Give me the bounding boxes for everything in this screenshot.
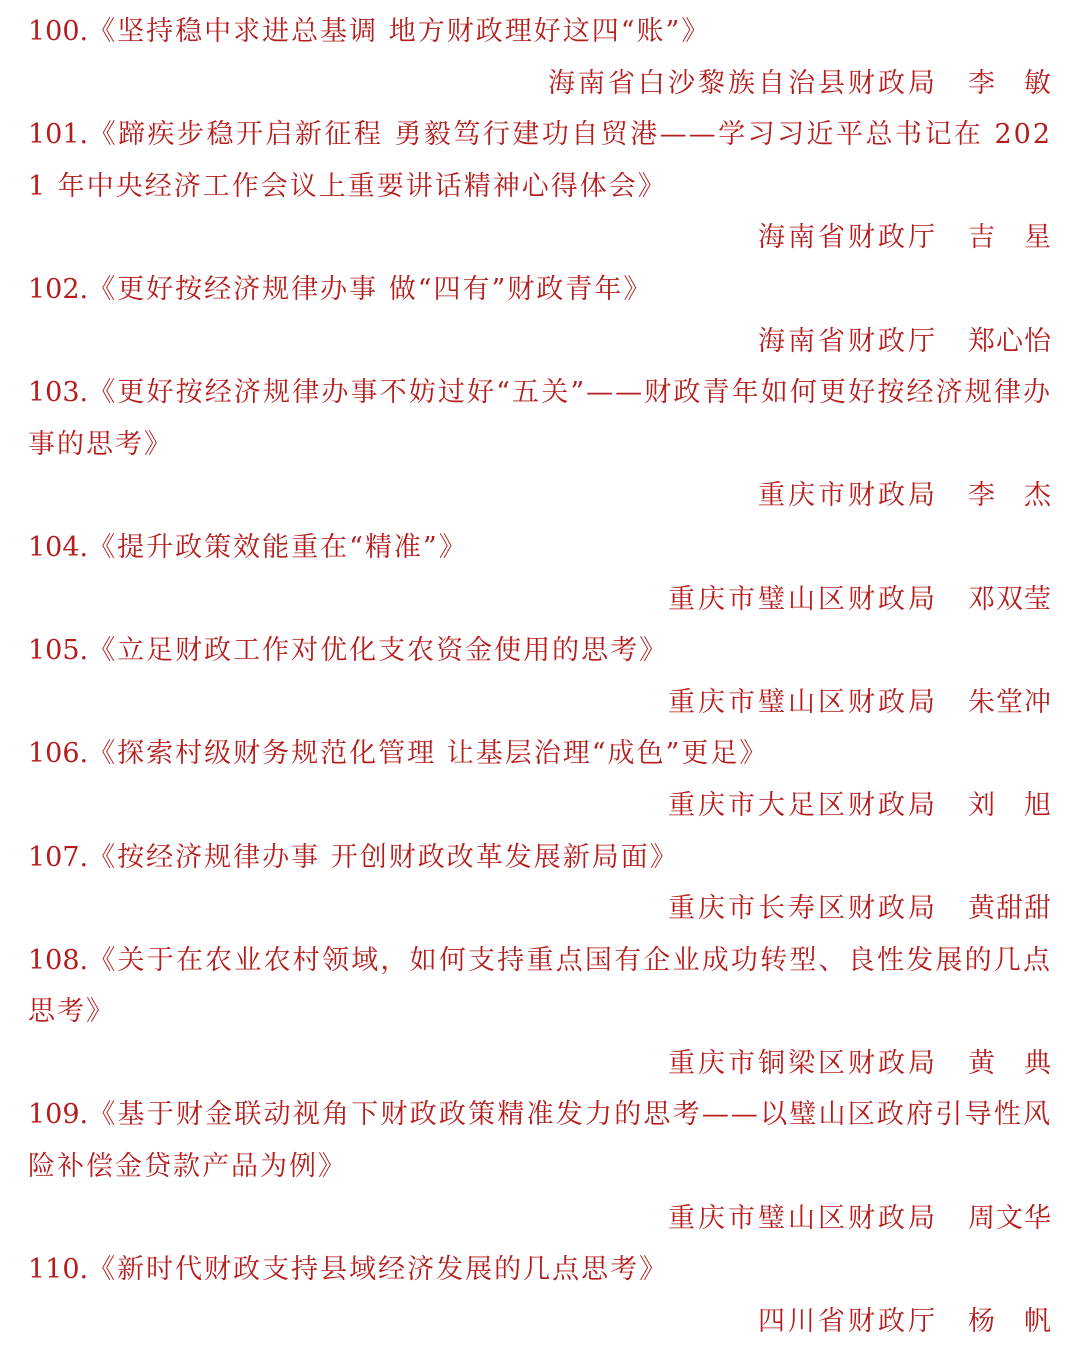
list-item — [28, 935, 1052, 1090]
entry-title — [28, 1089, 1052, 1192]
entry-author-name: 郑心怡 — [968, 325, 1052, 357]
entry-author — [28, 58, 1052, 110]
entry-title-text: 《探索村级财务规范化管理 让基层治理“成色”更足》 — [88, 738, 769, 770]
entry-organization: 重庆市璧山区财政局 — [668, 1202, 938, 1234]
entry-title-text: 《立足财政工作对优化支农资金使用的思考》 — [88, 635, 669, 667]
entry-title — [28, 367, 1052, 470]
entry-author — [28, 780, 1052, 832]
entry-organization: 四川省财政厅 — [758, 1305, 938, 1337]
entry-author-name: 刘 旭 — [968, 789, 1052, 821]
list-item — [28, 6, 1052, 109]
entry-author-name: 黄甜甜 — [968, 893, 1052, 925]
entry-author — [28, 1038, 1052, 1090]
entry-title — [28, 522, 1052, 574]
list-item — [28, 109, 1052, 264]
entry-number: 105. — [28, 635, 89, 667]
entry-author-name: 周文华 — [968, 1202, 1052, 1234]
list-item — [28, 728, 1052, 831]
entry-author-name: 朱堂冲 — [968, 686, 1052, 718]
entry-title-text: 《蹄疾步稳开启新征程 勇毅笃行建功自贸港——学习习近平总书记在 2021 年中央经济工作会议上重要讲话精神心得体会》 — [28, 119, 1052, 202]
entry-title-text: 《新时代财政支持县域经济发展的几点思考》 — [88, 1254, 669, 1286]
entry-organization: 海南省财政厅 — [758, 222, 938, 254]
entry-title-text: 《基于财金联动视角下财政政策精准发力的思考——以璧山区政府引导性风险补偿金贷款产品为例》 — [28, 1099, 1052, 1183]
list-item — [28, 832, 1052, 935]
entry-author — [28, 677, 1052, 729]
entry-organization: 重庆市璧山区财政局 — [668, 686, 938, 718]
entry-title-text: 《更好按经济规律办事 做“四有”财政青年》 — [88, 273, 653, 305]
entry-number: 104. — [28, 531, 89, 563]
entry-title — [28, 109, 1052, 212]
entry-author — [28, 316, 1052, 368]
entry-number: 100. — [28, 16, 89, 47]
entry-number: 106. — [28, 738, 89, 770]
entry-number: 109. — [28, 1099, 89, 1131]
entry-author-name: 李 敏 — [968, 67, 1052, 99]
entry-author — [28, 212, 1052, 264]
entry-title-text: 《提升政策效能重在“精准”》 — [88, 531, 468, 563]
award-list — [28, 6, 1052, 1347]
entry-author-name: 李 杰 — [968, 480, 1052, 512]
entry-title — [28, 1244, 1052, 1296]
list-item — [28, 1244, 1052, 1347]
entry-author — [28, 1193, 1052, 1245]
entry-number: 107. — [28, 841, 89, 873]
entry-title-text: 《关于在农业农村领域，如何支持重点国有企业成功转型、良性发展的几点思考》 — [28, 944, 1052, 1028]
entry-author — [28, 883, 1052, 935]
list-item — [28, 1089, 1052, 1244]
entry-organization: 海南省财政厅 — [758, 325, 938, 357]
entry-number: 101. — [28, 119, 89, 151]
list-item — [28, 264, 1052, 367]
entry-author-name: 黄 典 — [968, 1047, 1052, 1079]
entry-title-text: 《更好按经济规律办事不妨过好“五关”——财政青年如何更好按经济规律办事的思考》 — [28, 377, 1052, 460]
entry-title-text: 《按经济规律办事 开创财政改革发展新局面》 — [88, 841, 679, 873]
entry-organization: 重庆市铜梁区财政局 — [668, 1047, 938, 1079]
entry-number: 108. — [28, 944, 89, 976]
entry-organization: 海南省白沙黎族自治县财政局 — [548, 67, 938, 99]
entry-number: 103. — [28, 377, 89, 409]
entry-organization: 重庆市大足区财政局 — [668, 789, 938, 821]
entry-number: 102. — [28, 273, 89, 305]
entry-title — [28, 728, 1052, 780]
entry-organization: 重庆市璧山区财政局 — [668, 583, 938, 615]
entry-title-text: 《坚持稳中求进总基调 地方财政理好这四“账”》 — [88, 16, 711, 47]
entry-title — [28, 832, 1052, 884]
entry-organization: 重庆市长寿区财政局 — [668, 893, 938, 925]
entry-author — [28, 1296, 1052, 1348]
list-item — [28, 367, 1052, 522]
entry-title — [28, 6, 1052, 58]
entry-author-name: 杨 帆 — [968, 1305, 1052, 1337]
entry-title — [28, 264, 1052, 316]
entry-organization: 重庆市财政局 — [758, 480, 938, 512]
list-item — [28, 522, 1052, 625]
entry-title — [28, 935, 1052, 1038]
entry-title — [28, 625, 1052, 677]
entry-number: 110. — [28, 1254, 89, 1286]
entry-author — [28, 470, 1052, 522]
entry-author — [28, 574, 1052, 626]
list-item — [28, 625, 1052, 728]
entry-author-name: 邓双莹 — [968, 583, 1052, 615]
entry-author-name: 吉 星 — [968, 222, 1052, 254]
